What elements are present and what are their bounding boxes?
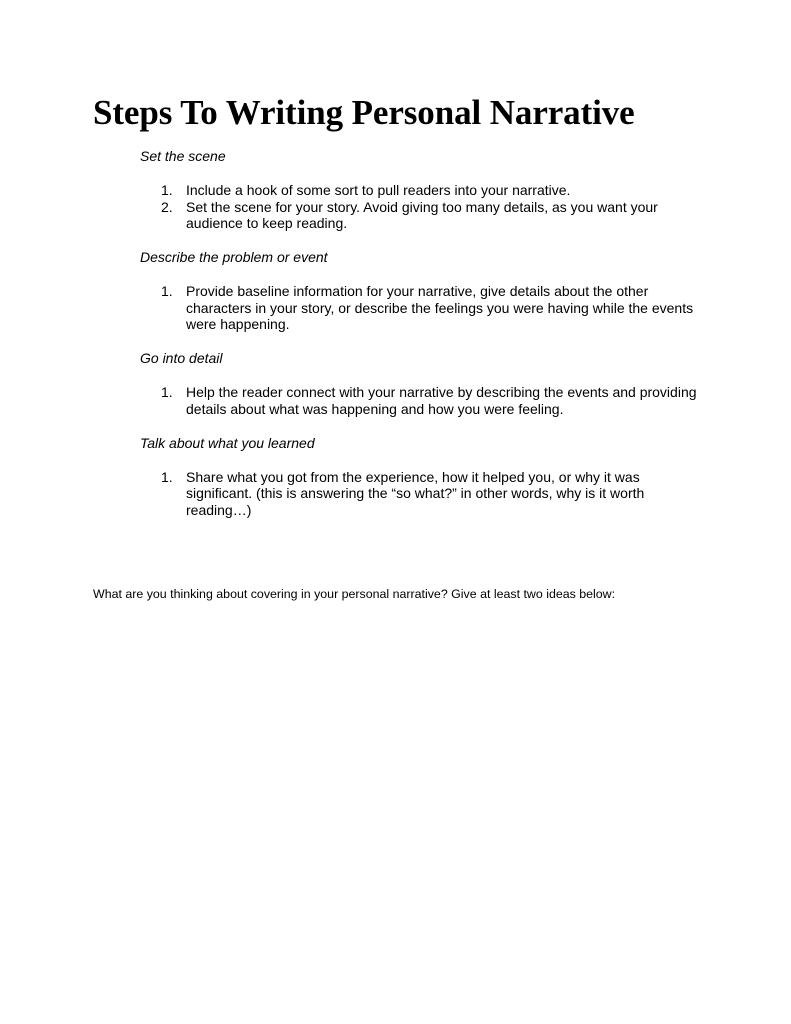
list-item [140,199,700,232]
list-item [140,384,700,417]
list-item [140,283,700,333]
steps-list-go-into-detail [140,384,700,417]
step-number: 1. [161,384,173,400]
step-text: Set the scene for your story. Avoid giving too many details, as you want your audience to keep reading. [186,198,658,231]
section-heading-what-you-learned: Talk about what you learned [140,434,315,451]
step-number: 1. [161,283,173,299]
ideas-prompt: What are you thinking about covering in your personal narrative? Give at least two ideas below: [93,587,616,602]
list-item [140,469,700,519]
page-title: Steps To Writing Personal Narrative [93,93,635,132]
step-number: 1. [161,468,173,485]
steps-list-set-the-scene [140,182,700,232]
step-text: Help the reader connect with your narrative by describing the events and providing details about what was happening and how you were feeling. [186,384,697,417]
steps-list-describe-problem [140,283,700,333]
step-text: Provide baseline information for your narrative, give details about the other characters in your story, or describe the feelings you were having while the events were happening. [186,283,694,332]
section-heading-describe-problem: Describe the problem or event [140,249,328,265]
step-text: Share what you got from the experience, how it helped you, or why it was significant. (this is answering the “so what?” in other words, why is it worth reading…) [186,468,645,518]
answer-area[interactable] [93,600,699,980]
section-heading-set-the-scene: Set the scene [140,148,226,164]
section-heading-go-into-detail: Go into detail [140,350,223,366]
step-number: 2. [161,198,173,215]
steps-list-what-you-learned [140,469,700,519]
step-text: Include a hook of some sort to pull readers into your narrative. [186,182,571,198]
list-item [140,182,700,199]
steps-body [140,148,700,518]
step-number: 1. [161,182,173,198]
